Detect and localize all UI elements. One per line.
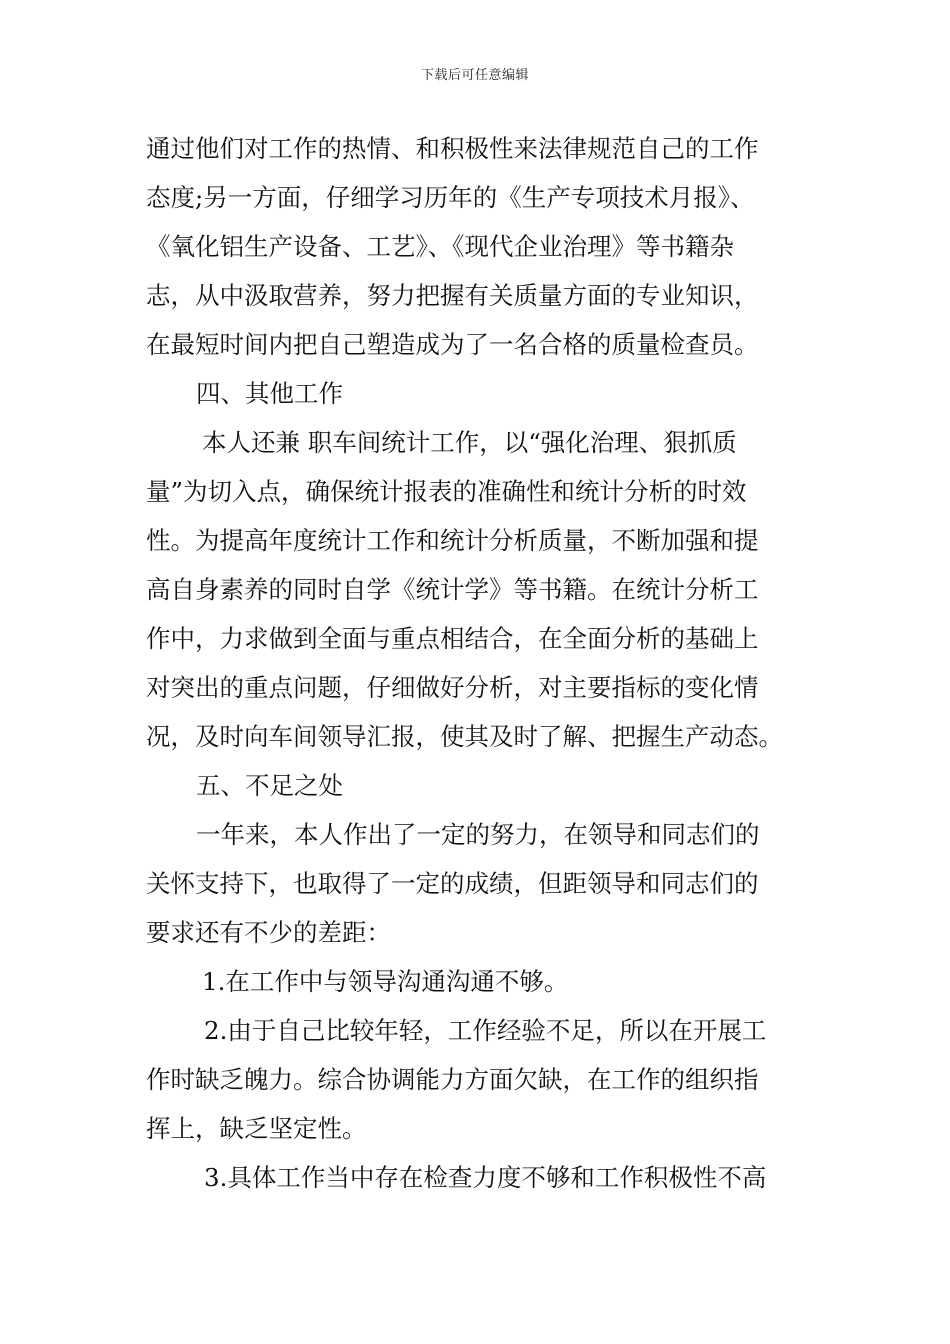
text-line: 作中，力求做到全面与重点相结合，在全面分析的基础上 [146,624,759,653]
text-line: 量”为切入点，确保统计报表的准确性和统计分析的时效 [146,477,747,506]
text-line: 高自身素养的同时自学《统计学》等书籍。在统计分析工 [146,575,759,604]
text-line: 要求还有不少的差距： [146,918,391,947]
list-item-3: 3.具体工作当中存在检查力度不够和工作积极性不高 [204,1163,767,1192]
text-line: 志，从中汲取营养，努力把握有关质量方面的专业知识， [146,281,759,310]
text-line: 态度;另一方面，仔细学习历年的《生产专项技术月报》、 [146,183,755,212]
text-line: 挥上，缺乏坚定性。 [146,1114,367,1143]
section-heading-other-work: 四、其他工作 [196,379,343,408]
list-item-1: 1.在工作中与领导沟通沟通不够。 [202,967,569,996]
section-heading-shortcomings: 五、不足之处 [196,771,343,800]
page-header: 下载后可任意编辑 [420,68,529,83]
text-line: 性。为提高年度统计工作和统计分析质量，不断加强和提 [146,526,759,555]
paragraph-first-line: 本人还兼 职车间统计工作，以“强化治理、狠抓质 [202,428,737,457]
paragraph-first-line: 一年来，本人作出了一定的努力，在领导和同志们的 [196,820,760,849]
document-body [146,124,810,1202]
list-item-2: 2.由于自己比较年轻，工作经验不足，所以在开展工 [204,1016,767,1045]
text-line: 《氧化铝生产设备、工艺》、《现代企业治理》等书籍杂 [146,232,734,261]
text-line: 对突出的重点问题，仔细做好分析，对主要指标的变化情 [146,673,759,702]
text-line: 作时缺乏魄力。综合协调能力方面欠缺，在工作的组织指 [146,1065,759,1094]
text-line: 关怀支持下，也取得了一定的成绩，但距领导和同志们的 [146,869,759,898]
text-line: 通过他们对工作的热情、和积极性来法律规范自己的工作 [146,134,759,163]
text-line: 况，及时向车间领导汇报，使其及时了解、把握生产动态。 [146,722,783,751]
text-line: 在最短时间内把自己塑造成为了一名合格的质量检查员。 [146,330,759,359]
